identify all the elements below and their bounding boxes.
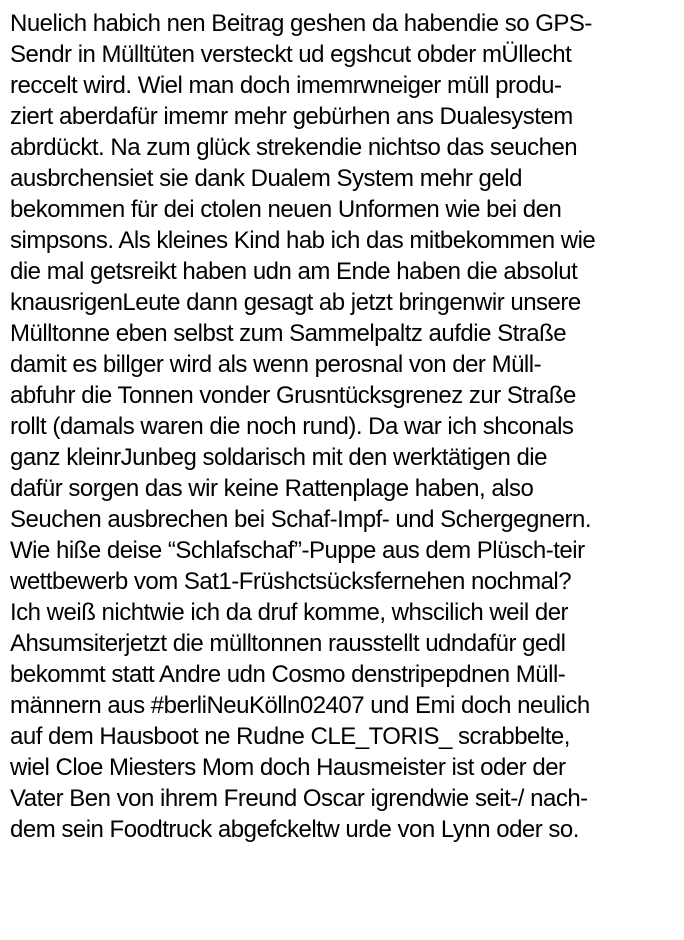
text-line: ziert aberdafür imemr mehr gebürhen ans Dualesystem <box>10 103 573 130</box>
text-line: rollt (damals waren die noch rund). Da war ich shconals <box>10 413 574 440</box>
text-line: Ich weiß nichtwie ich da druf komme, whscilich weil der <box>10 599 569 626</box>
text-line: ganz kleinrJunbeg soldarisch mit den werktätigen die <box>10 444 547 471</box>
text-line: die mal getsreikt haben udn am Ende haben die absolut <box>10 258 578 285</box>
text-line: Nuelich habich nen Beitrag geshen da habendie so GPS- <box>10 10 592 37</box>
text-line: dafür sorgen das wir keine Rattenplage haben, also <box>10 475 534 502</box>
text-line: bekommt statt Andre udn Cosmo denstripepdnen Müll- <box>10 661 566 688</box>
text-line: ausbrchensiet sie dank Dualem System mehr geld <box>10 165 522 192</box>
text-line: knausrigenLeute dann gesagt ab jetzt bringenwir unsere <box>10 289 581 316</box>
text-line: abrdückt. Na zum glück strekendie nichtso das seuchen <box>10 134 578 161</box>
text-line: Mülltonne eben selbst zum Sammelpaltz aufdie Straße <box>10 320 567 347</box>
text-line: Vater Ben von ihrem Freund Oscar igrendwie seit-/ nach- <box>10 785 588 812</box>
text-line: abfuhr die Tonnen vonder Grusntücksgrenez zur Straße <box>10 382 576 409</box>
text-line: Sendr in Mülltüten versteckt ud egshcut obder mÜllecht <box>10 41 572 68</box>
text-line: simpsons. Als kleines Kind hab ich das mitbekommen wie <box>10 227 596 254</box>
text-line: dem sein Foodtruck abgefckeltw urde von Lynn oder so. <box>10 816 579 843</box>
text-line: bekommen für dei ctolen neuen Unformen wie bei den <box>10 196 562 223</box>
text-line: Ahsumsiterjetzt die mülltonnen rausstellt udndafür gedl <box>10 630 566 657</box>
text-line: reccelt wird. Wiel man doch imemrwneiger müll produ- <box>10 72 562 99</box>
text-line: damit es billger wird als wenn perosnal von der Müll- <box>10 351 542 378</box>
text-line: Seuchen ausbrechen bei Schaf-Impf- und Schergegnern. <box>10 506 592 533</box>
text-line: männern aus #berliNeuKölln02407 und Emi doch neulich <box>10 692 590 719</box>
document-page <box>10 8 678 845</box>
text-line: Wie hiße deise “Schlafschaf”-Puppe aus dem Plüsch-teir <box>10 537 585 564</box>
text-line: wettbewerb vom Sat1-Früshctsücksfernehen nochmal? <box>10 568 572 595</box>
text-line: auf dem Hausboot ne Rudne CLE_TORIS_ scrabbelte, <box>10 723 570 750</box>
text-line: wiel Cloe Miesters Mom doch Hausmeister ist oder der <box>10 754 566 781</box>
